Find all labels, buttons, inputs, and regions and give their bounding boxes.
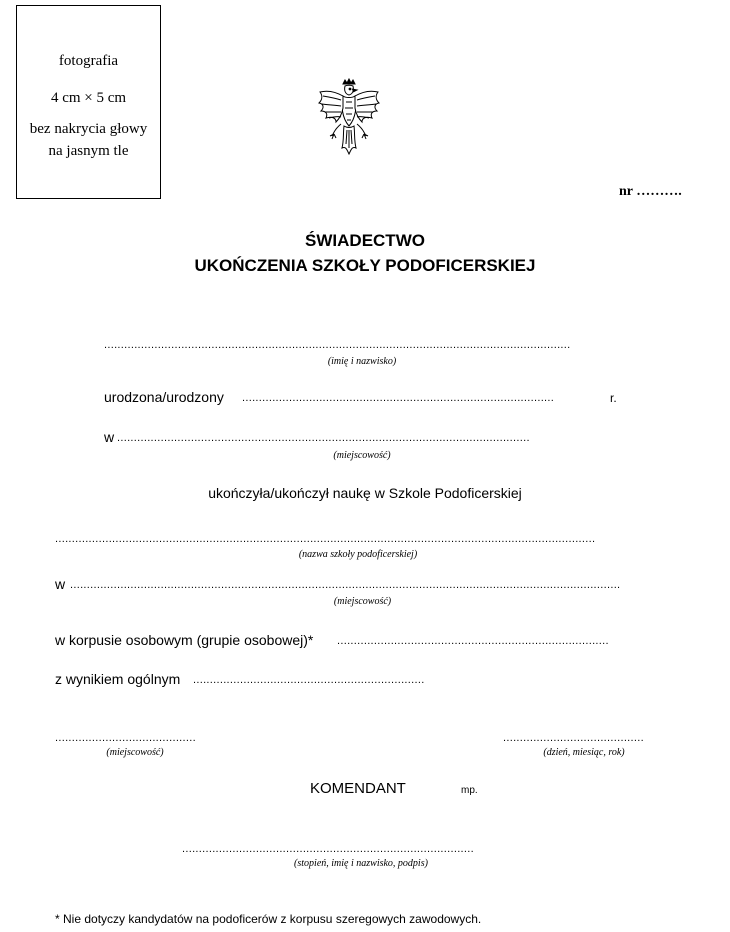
result-label: z wynikiem ogólnym (55, 671, 181, 687)
polish-eagle-emblem-icon (314, 78, 384, 158)
corps-label: w korpusie osobowym (grupie osobowej)* (55, 632, 314, 648)
issue-place-line[interactable]: .......................................... (55, 732, 196, 744)
signature-line[interactable]: ....................................................................................... (182, 843, 474, 855)
photo-background: na jasnym tle (48, 143, 129, 159)
commander-title: KOMENDANT (310, 780, 406, 797)
issue-date-line[interactable]: .......................................... (503, 732, 644, 744)
signature-caption: (stopień, imię i nazwisko, podpis) (294, 858, 428, 869)
photo-size: 4 cm × 5 cm (50, 90, 127, 106)
issue-place-caption: (miejscowość) (106, 747, 164, 758)
school-name-caption: (nazwa szkoły podoficerskiej) (298, 549, 418, 560)
school-place-caption: (miejscowość) (333, 596, 392, 607)
school-place-prefix: w (55, 576, 66, 592)
school-name-line[interactable]: ................................................................................................................................................................. (55, 533, 596, 545)
corps-line[interactable]: ................................................................................. (337, 635, 609, 647)
completed-statement: ukończyła/ukończył naukę w Szkole Podoficerskiej (208, 485, 522, 501)
birthplace-prefix: w (104, 429, 115, 445)
name-caption: (imię i nazwisko) (327, 356, 397, 367)
photo-placeholder-box (16, 5, 161, 199)
birthplace-caption: (miejscowość) (333, 450, 391, 461)
stamp-place-label: mp. (461, 785, 478, 796)
result-line[interactable]: ..................................................................... (193, 674, 425, 686)
birthplace-line[interactable]: ........................................................................................................................... (117, 432, 530, 444)
photo-requirement: bez nakrycia głowy (29, 121, 148, 137)
certificate-number: nr ………. (619, 184, 682, 199)
name-line[interactable]: ........................................................................................................................................... (104, 339, 571, 351)
issue-date-caption: (dzień, miesiąc, rok) (543, 747, 625, 758)
document-subtitle: UKOŃCZENIA SZKOŁY PODOFICERSKIEJ (194, 256, 536, 275)
year-suffix: r. (610, 391, 617, 405)
born-label: urodzona/urodzony (104, 389, 224, 405)
document-title: ŚWIADECTWO (305, 231, 425, 250)
born-line[interactable]: ............................................................................................. (242, 392, 555, 404)
school-place-line[interactable]: .................................................................................................................................................................... (70, 579, 621, 591)
photo-label: fotografia (58, 53, 119, 69)
footnote: * Nie dotyczy kandydatów na podoficerów z korpusu szeregowych zawodowych. (55, 912, 482, 926)
